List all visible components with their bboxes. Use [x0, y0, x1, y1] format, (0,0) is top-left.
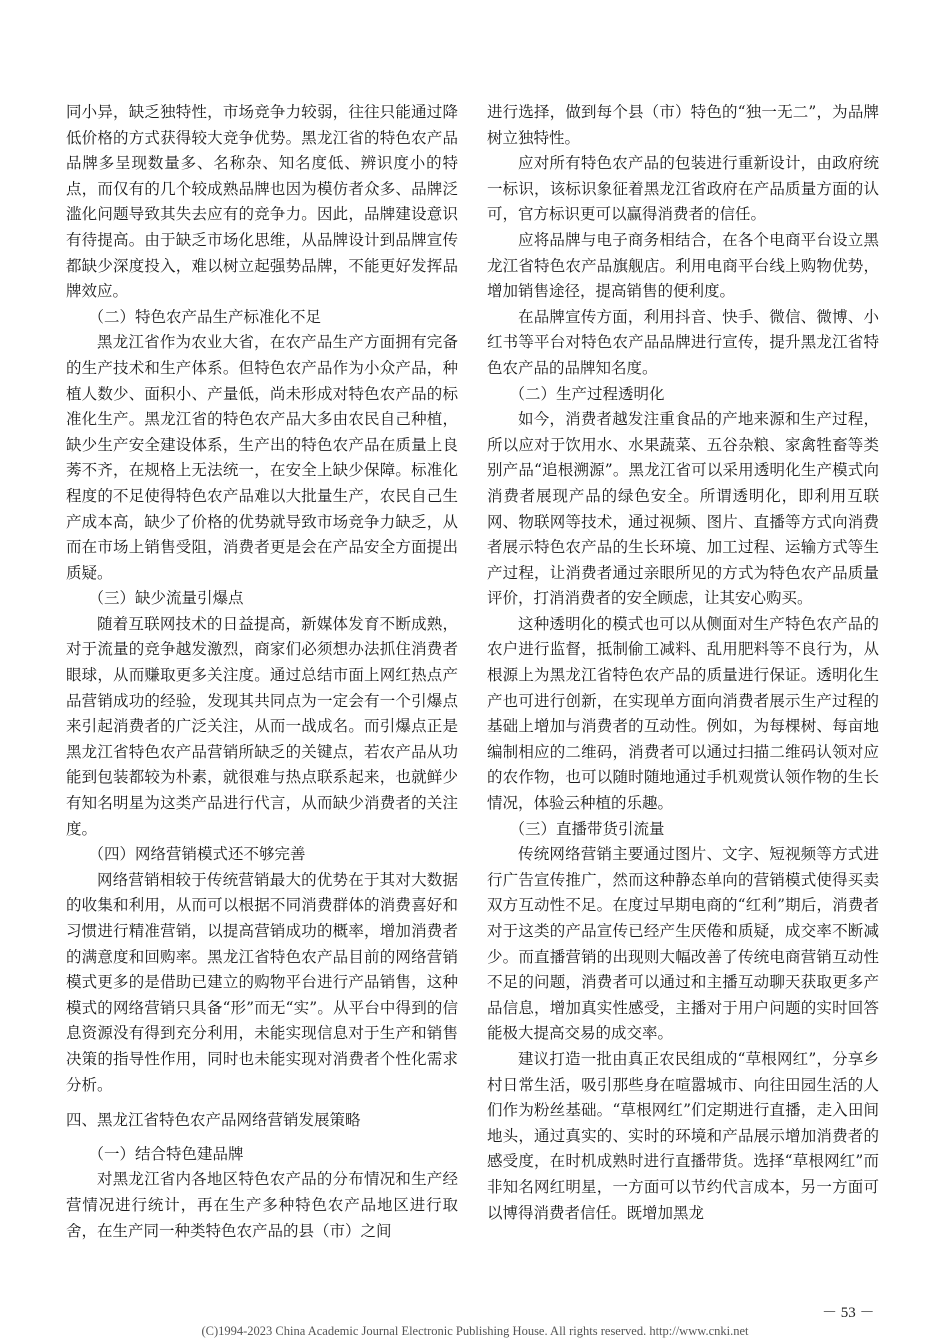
paragraph: 建议打造一批由真正农民组成的“草根网红”，分享乡村日常生活，吸引那些身在喧嚣城市、向往田园生活的人们作为粉丝基础。“草根网红”们定期进行直播，走入田间地头，通过真实的、实时的环境和产品展示增加消费者的感受度，在时机成熟时进行直播带货。选择“草根网红”而非知名网红明星，一方面可以节约代言成本，另一方面可以博得消费者信任。既增加黑龙 — [487, 1049, 879, 1222]
page-number: － 53 － — [822, 1305, 875, 1321]
section-heading: 四、黑龙江省特色农产品网络营销发展策略 — [66, 1111, 361, 1130]
paragraph: 进行选择，做到每个县（市）特色的“独一无二”，为品牌树立独特性。 — [487, 103, 879, 147]
subheading: （二）特色农产品生产标准化不足 — [88, 307, 321, 326]
paragraph: 黑龙江省作为农业大省，在农产品生产方面拥有完备的生产技术和生产体系。但特色农产品作为小众产品，种植人数少、面积小、产量低，尚未形成对特色农产品的标准化生产。黑龙江省的特色农产品大多由农民自己种植，缺少生产安全建设体系，生产出的特色农产品在质量上良莠不齐，在规格上无法统一，在安全上缺少保障。标准化程度的不足使得特色农产品难以大批量生产，农民自己生产成本高，缺少了价格的优势就导致市场竞争力缺乏，从而在市场上销售受阻，消费者更是会在产品安全方面提出质疑。 — [66, 333, 458, 582]
subheading: （四）网络营销模式还不够完善 — [88, 845, 306, 864]
paragraph: 应将品牌与电子商务相结合，在各个电商平台设立黑龙江省特色农产品旗舰店。利用电商平台线上购物优势，增加销售途径，提高销售的便利度。 — [487, 230, 879, 301]
paragraph: 这种透明化的模式也可以从侧面对生产特色农产品的农户进行监督，抵制偷工减料、乱用肥料等不良行为，从根源上为黑龙江省特色农产品的质量进行保证。透明化生产也可进行创新，在实现单方面向消费者展示生产过程的基础上增加与消费者的互动性。例如，为每棵树、每亩地编制相应的二维码，消费者可以通过扫描二维码认领对应的农作物，也可以随时随地通过手机观赏认领作物的生长情况，体验云种植的乐趣。 — [487, 614, 879, 813]
right-column — [487, 100, 879, 1226]
subheading: （二）生产过程透明化 — [509, 384, 665, 403]
subheading: （三）缺少流量引爆点 — [88, 589, 244, 608]
paragraph: 应对所有特色农产品的包装进行重新设计，由政府统一标识，该标识象征着黑龙江省政府在产品质量方面的认可，官方标识更可以赢得消费者的信任。 — [487, 154, 879, 224]
left-column — [66, 100, 458, 1244]
paragraph: 同小异，缺乏独特性，市场竞争力较弱，往往只能通过降低价格的方式获得较大竞争优势。黑龙江省的特色农产品品牌多呈现数量多、名称杂、知名度低、辨识度小的特点，而仅有的几个较成熟品牌也因为模仿者众多、品牌泛滥化问题导致其失去应有的竞争力。因此，品牌建设意识有待提高。由于缺乏市场化思维，从品牌设计到品牌宣传都缺少深度投入，难以树立起强势品牌，不能更好发挥品牌效应。 — [66, 103, 458, 301]
paragraph: 如今，消费者越发注重食品的产地来源和生产过程，所以应对于饮用水、水果蔬菜、五谷杂粮、家禽牲畜等类别产品“追根溯源”。黑龙江省可以采用透明化生产模式向消费者展现产品的绿色安全。所谓透明化，即利用互联网、物联网等技术，通过视频、图片、直播等方式向消费者展示特色农产品的生长环境、加工过程、运输方式等生产过程，让消费者通过亲眼所见的方式为特色农产品质量评价，打消消费者的安全顾虑，让其安心购买。 — [487, 410, 879, 608]
subheading: （三）直播带货引流量 — [509, 819, 665, 838]
paragraph: 随着互联网技术的日益提高，新媒体发育不断成熟，对于流量的竞争越发激烈，商家们必须想办法抓住消费者眼球，从而赚取更多关注度。通过总结市面上网红热点产品营销成功的经验，发现其共同点为一定会有一个引爆点来引起消费者的广泛关注，从而一战成名。而引爆点正是黑龙江省特色农产品营销所缺乏的关键点，若农产品从功能到包装都较为朴素，就很难与热点联系起来，也就鲜少有知名明星为这类产品进行代言，从而缺少消费者的关注度。 — [66, 614, 458, 838]
subheading: （一）结合特色建品牌 — [88, 1144, 244, 1163]
paragraph: 网络营销相较于传统营销最大的优势在于其对大数据的收集和利用，从而可以根据不同消费群体的消费喜好和习惯进行精准营销，以提高营销成功的概率，增加消费者的满意度和回购率。黑龙江省特色农产品目前的网络营销模式更多的是借助已建立的购物平台进行产品销售，这种模式的网络营销只具备“形”而无“实”。从平台中得到的信息资源没有得到充分利用，未能实现信息对于生产和销售决策的指导性作用，同时也未能实现对消费者个性化需求分析。 — [66, 870, 458, 1094]
paragraph: 对黑龙江省内各地区特色农产品的分布情况和生产经营情况进行统计，再在生产多种特色农产品地区进行取舍，在生产同一种类特色农产品的县（市）之间 — [66, 1170, 458, 1240]
paragraph: 传统网络营销主要通过图片、文字、短视频等方式进行广告宣传推广，然而这种静态单向的营销模式使得买卖双方互动性不足。在度过早期电商的“红利”期后，消费者对于这类的产品宣传已经产生厌倦和质疑，成交率不断减少。而直播营销的出现则大幅改善了传统电商营销互动性不足的问题，消费者可以通过和主播互动聊天获取更多产品信息，增加真实性感受，主播对于用户问题的实时回答能极大提高交易的成交率。 — [487, 845, 879, 1043]
paragraph: 在品牌宣传方面，利用抖音、快手、微信、微博、小红书等平台对特色农产品品牌进行宣传，提升黑龙江省特色农产品的品牌知名度。 — [487, 307, 879, 377]
copyright-footer: (C)1994-2023 China Academic Journal Electronic Publishing House. All rights reserved. http://www.cnki.net — [201, 1324, 749, 1338]
